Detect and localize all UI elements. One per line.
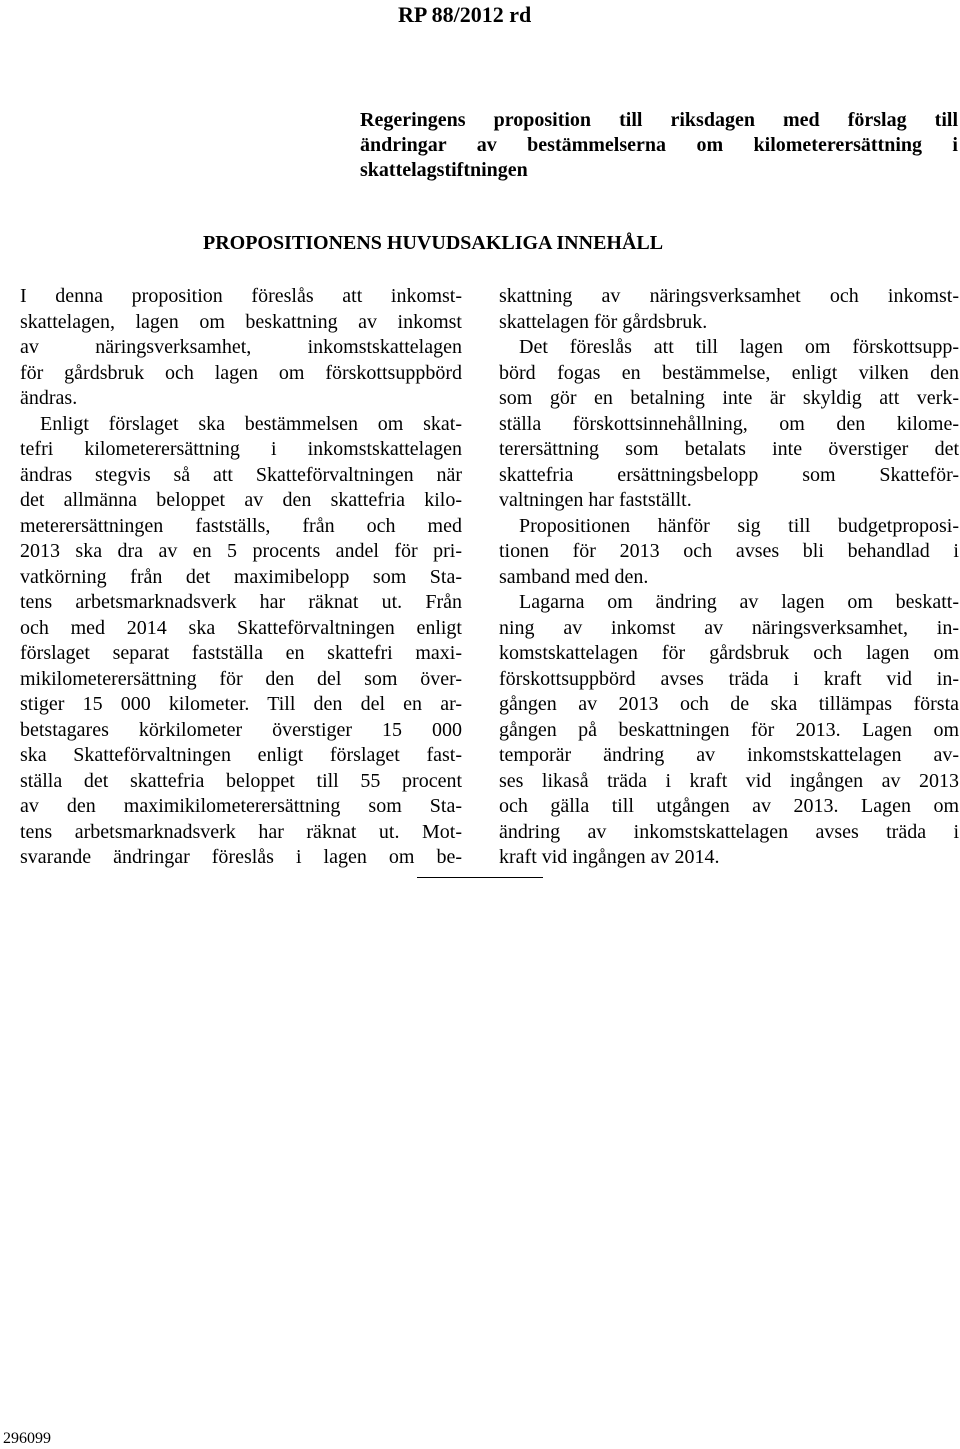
text-line: betstagares körkilometer överstiger 15 000 <box>20 718 462 741</box>
text-line: det allmänna beloppet av den skattefria kilo- <box>20 489 462 511</box>
text-line: ändras. <box>20 387 78 409</box>
section-separator <box>417 877 543 878</box>
document-title <box>360 108 958 183</box>
title-line: skattelagstiftningen <box>360 159 528 181</box>
text-line: meterersättningen fastställs, från och med <box>20 514 462 537</box>
text-line: som gör en betalning inte är skyldig att verk- <box>499 387 959 409</box>
section-heading: PROPOSITIONENS HUVUDSAKLIGA INNEHÅLL <box>203 232 664 254</box>
text-line: terersättning som betalats inte överstiger det <box>499 438 959 460</box>
text-line: ändring av inkomstskattelagen avses träda i <box>499 820 959 843</box>
text-line: ska Skatteförvaltningen enligt förslaget fast- <box>20 744 462 766</box>
left-column <box>20 284 462 871</box>
text-line: gången på beskattningen för 2013. Lagen om <box>499 718 959 741</box>
text-line: för gårdsbruk och lagen om förskottsuppbörd <box>20 361 462 384</box>
text-line: tionen för 2013 och avses bli behandlad i <box>499 540 959 562</box>
text-line: börd fogas en bestämmelse, enligt vilken den <box>499 361 959 384</box>
text-line: skattelagen för gårdsbruk. <box>499 310 708 333</box>
text-line: ställa förskottsinnehållning, om den kilome- <box>499 412 959 435</box>
text-line: ning av inkomst av näringsverksamhet, in- <box>499 616 959 639</box>
text-line: skattefria ersättningsbelopp som Skatteför- <box>499 463 959 486</box>
text-line: komstskattelagen för gårdsbruk och lagen om <box>499 642 959 664</box>
text-line: och gälla till utgången av 2013. Lagen om <box>499 795 959 817</box>
text-line: av näringsverksamhet, inkomstskattelagen <box>20 336 462 358</box>
text-line: förslaget separat fastställa en skattefri maxi- <box>20 642 462 664</box>
text-line: tens arbetsmarknadsverk har räknat ut. Mot- <box>20 820 462 843</box>
footer-code: 296099 <box>3 1430 51 1447</box>
text-line: temporär ändring av inkomstskattelagen av- <box>499 744 959 766</box>
text-line: samband med den. <box>499 565 649 588</box>
text-line: mikilometerersättning för den del som över- <box>20 667 462 690</box>
text-line: Lagarna om ändring av lagen om beskatt- <box>519 591 959 613</box>
text-line: kraft vid ingången av 2014. <box>499 846 720 868</box>
text-line: skattelagen, lagen om beskattning av inkomst <box>20 310 462 333</box>
text-line: förskottsuppbörd avses träda i kraft vid in- <box>499 667 959 690</box>
text-line: tefri kilometerersättning i inkomstskattelagen <box>20 438 462 460</box>
text-line: skattning av näringsverksamhet och inkomst- <box>499 285 959 307</box>
text-line: Enligt förslaget ska bestämmelsen om skat- <box>40 412 462 435</box>
text-line: ändras stegvis så att Skatteförvaltningen när <box>20 463 462 486</box>
text-line: svarande ändringar föreslås i lagen om be- <box>20 846 462 868</box>
text-line: och med 2014 ska Skatteförvaltningen enligt <box>20 616 462 639</box>
document-number: RP 88/2012 rd <box>398 2 532 27</box>
text-line: gången av 2013 och de ska tillämpas första <box>499 693 959 715</box>
text-line: valtningen har fastställt. <box>499 489 692 511</box>
text-line: ses likaså träda i kraft vid ingången av 2013 <box>499 769 959 792</box>
text-line: av den maximikilometerersättning som Sta- <box>20 795 462 817</box>
text-line: Det föreslås att till lagen om förskottsupp- <box>519 336 959 358</box>
title-line: ändringar av bestämmelserna om kilometerersättning i <box>360 134 958 156</box>
text-line: stiger 15 000 kilometer. Till den del en ar- <box>20 693 462 715</box>
text-line: I denna proposition föreslås att inkomst- <box>20 285 462 307</box>
text-line: Propositionen hänför sig till budgetproposi- <box>519 514 959 537</box>
right-column <box>499 284 959 871</box>
text-line: tens arbetsmarknadsverk har räknat ut. Från <box>20 591 462 613</box>
text-line: ställa det skattefria beloppet till 55 procent <box>20 769 462 792</box>
title-line: Regeringens proposition till riksdagen med förslag till <box>360 109 958 131</box>
text-line: 2013 ska dra av en 5 procents andel för pri- <box>20 540 462 562</box>
text-line: vatkörning från det maximibelopp som Sta- <box>20 565 462 588</box>
